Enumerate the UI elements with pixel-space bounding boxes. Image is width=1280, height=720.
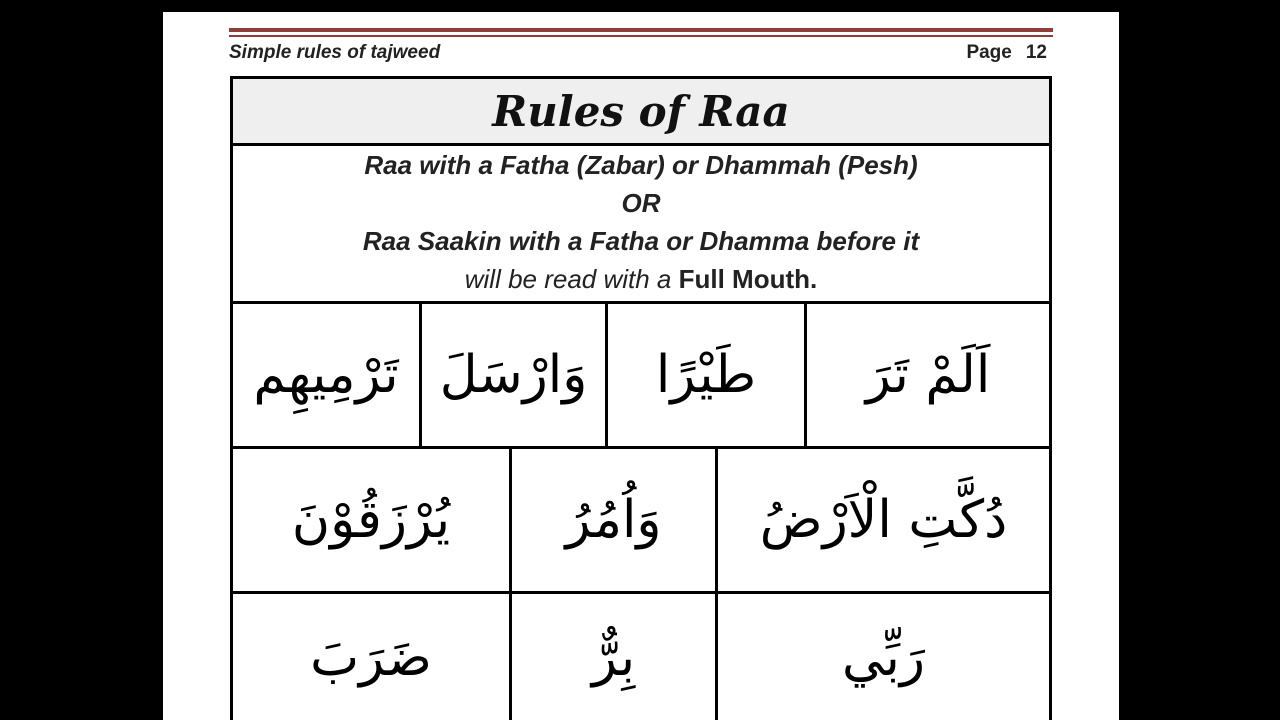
document-page	[163, 12, 1119, 720]
example-cell	[512, 449, 718, 591]
arabic-example: طَيْرًا	[655, 345, 757, 405]
title-row	[233, 79, 1049, 146]
rule-description	[233, 146, 1049, 304]
rules-table	[230, 76, 1052, 720]
example-cell	[422, 304, 608, 446]
rule-line-3: Raa Saakin with a Fatha or Dhamma before it	[362, 226, 920, 256]
example-cell	[718, 449, 1049, 591]
arabic-example: تَرْمِيهِم	[253, 345, 399, 405]
arabic-example: يُرْزَقُوْنَ	[291, 490, 451, 550]
example-row-2	[233, 449, 1049, 594]
example-cell	[233, 304, 422, 446]
example-row-1	[233, 304, 1049, 449]
example-cell	[233, 449, 512, 591]
rule-line-4	[233, 260, 1049, 298]
arabic-example: وَاُمُرُ	[565, 490, 662, 550]
example-cell	[718, 594, 1049, 720]
arabic-example: دُكَّتِ الْاَرْضُ	[759, 490, 1008, 550]
example-row-3	[233, 594, 1049, 720]
rule-line-4-emphasis: Full Mouth.	[678, 264, 818, 294]
arabic-example: بِرٌّ	[591, 628, 636, 688]
example-cell	[807, 304, 1049, 446]
rule-line-1: Raa with a Fatha (Zabar) or Dhammah (Pesh)	[364, 150, 918, 180]
book-title: Simple rules of tajweed	[229, 42, 441, 63]
page-title: Rules of Raa	[492, 86, 790, 136]
header-rule-bottom	[229, 35, 1053, 37]
example-cell	[512, 594, 718, 720]
page-label: Page	[966, 42, 1012, 63]
page-indicator	[966, 42, 1047, 64]
example-cell	[233, 594, 512, 720]
arabic-example: ضَرَبَ	[310, 628, 432, 688]
arabic-example: وَارْسَلَ	[439, 345, 588, 405]
arabic-example: اَلَمْ تَرَ	[865, 345, 991, 405]
arabic-example: رَبِّي	[842, 628, 925, 688]
header-rule-top	[229, 28, 1053, 32]
rule-line-2: OR	[621, 188, 661, 218]
rule-line-4-prefix: will be read with a	[464, 264, 672, 294]
example-cell	[608, 304, 807, 446]
page-number: 12	[1025, 42, 1047, 63]
